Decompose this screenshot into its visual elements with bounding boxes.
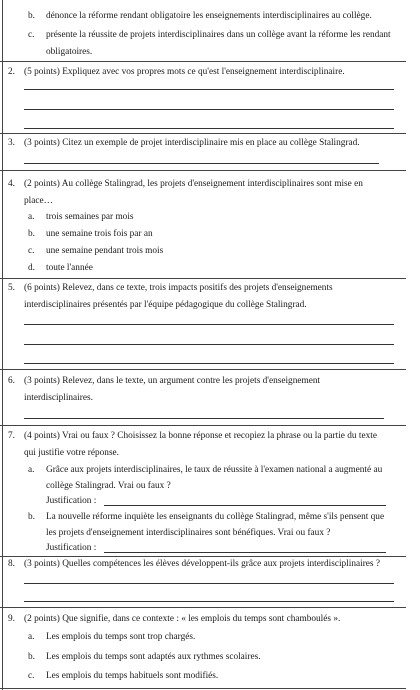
q2-answer-line[interactable] (24, 89, 394, 90)
separator (0, 688, 406, 689)
separator (0, 607, 406, 608)
q5-prompt-cont: interdisciplinaires présentés par l'équipe pédagogique du collège Stalingrad. (24, 300, 307, 310)
q9-option-letter: a. (28, 632, 35, 642)
separator (0, 556, 406, 557)
q7b-justification-label: Justification : (46, 543, 97, 553)
q7-prompt-cont: qui justifie votre réponse. (24, 448, 120, 458)
q8-prompt: (3 points) Quelles compétences les élèves développent-ils grâce aux projets interdisciplinaires ? (24, 559, 381, 569)
q7b-statement-cont: les projets d'enseignement interdisciplinaires sont bénéfiques. Vrai ou faux ? (46, 528, 331, 538)
q5-answer-line[interactable] (24, 324, 394, 325)
q7b-justification-line[interactable] (104, 552, 386, 553)
q7b-letter: b. (28, 512, 35, 522)
q7a-statement: Grâce aux projets interdisciplinaires, le taux de réussite à l'examen national a augmenté au (46, 465, 383, 475)
q1-option-b-text: dénonce la réforme rendant obligatoire les enseignements interdisciplinaires au collège. (46, 11, 372, 21)
q9-option-letter: b. (28, 652, 35, 662)
q1-option-c-text-cont: obligatoires. (46, 47, 93, 57)
q6-prompt: (3 points) Relevez, dans le texte, un argument contre les projets d'enseignement (24, 376, 321, 386)
q4-option-c[interactable]: une semaine pendant trois mois (46, 246, 164, 256)
q2-number: 2. (8, 67, 15, 77)
separator (0, 170, 406, 171)
q4-option-b[interactable]: une semaine trois fois par an (46, 229, 153, 239)
q4-option-a[interactable]: trois semaines par mois (46, 212, 134, 222)
q7a-letter: a. (28, 465, 35, 475)
q6-prompt-cont: interdisciplinaires. (24, 393, 93, 403)
q7a-statement-cont: collège Stalingrad. Vrai ou faux ? (46, 481, 171, 491)
q6-number: 6. (8, 376, 15, 386)
q2-answer-line[interactable] (24, 109, 394, 110)
separator (0, 61, 406, 62)
q1-option-c-letter: c. (28, 30, 35, 40)
q7-number: 7. (8, 431, 15, 441)
q3-answer-line[interactable] (24, 163, 379, 164)
separator (0, 133, 406, 134)
q7a-justification-line[interactable] (104, 505, 386, 506)
q5-number: 5. (8, 283, 15, 293)
q5-prompt: (6 points) Relevez, dans ce texte, trois impacts positifs des projets d'enseignements (24, 283, 333, 293)
q7-prompt: (4 points) Vrai ou faux ? Choisissez la bonne réponse et recopiez la phrase ou la partie du texte (24, 431, 377, 441)
separator (0, 369, 406, 370)
q9-option-letter: c. (28, 671, 35, 681)
q9-option-b[interactable]: Les emplois du temps sont adaptés aux rythmes scolaires. (46, 652, 261, 662)
q9-prompt: (2 points) Que signifie, dans ce contexte : « les emplois du temps sont chamboulés ». (24, 614, 341, 624)
q5-answer-line[interactable] (24, 363, 394, 364)
q2-answer-line[interactable] (24, 128, 394, 129)
q2-prompt: (5 points) Expliquez avec vos propres mots ce qu'est l'enseignement interdisciplinaire. (24, 67, 345, 77)
q7b-statement: La nouvelle réforme inquiète les enseignants du collège Stalingrad, même s'ils pensent que (46, 512, 385, 522)
q9-option-a[interactable]: Les emplois du temps sont trop chargés. (46, 632, 196, 642)
q8-answer-line[interactable] (24, 601, 394, 602)
q7a-justification-label: Justification : (46, 496, 97, 506)
q4-number: 4. (8, 179, 15, 189)
q4-option-letter: a. (28, 212, 35, 222)
separator (0, 278, 406, 279)
q8-number: 8. (8, 559, 15, 569)
q4-option-letter: b. (28, 229, 35, 239)
left-margin-rule (2, 0, 3, 690)
q1-option-c-text: présente la réussite de projets interdisciplinaires dans un collège avant la réforme les rendant (46, 30, 391, 40)
q4-prompt-cont: place… (24, 196, 53, 206)
separator (0, 425, 406, 426)
q1-option-b-letter: b. (28, 11, 35, 21)
q9-option-c[interactable]: Les emplois du temps habituels sont modifiés. (46, 671, 219, 681)
q3-prompt: (3 points) Citez un exemple de projet interdisciplinaire mis en place au collège Stalingrad. (24, 138, 360, 148)
q4-option-letter: d. (28, 263, 35, 273)
q9-number: 9. (8, 614, 15, 624)
q6-answer-line[interactable] (24, 418, 384, 419)
q4-prompt: (2 points) Au collège Stalingrad, les projets d'enseignement interdisciplinaires sont mise en (24, 179, 363, 189)
q8-answer-line[interactable] (24, 583, 394, 584)
q3-number: 3. (8, 138, 15, 148)
q4-option-letter: c. (28, 246, 35, 256)
q5-answer-line[interactable] (24, 344, 394, 345)
q4-option-d[interactable]: toute l'année (46, 263, 93, 273)
